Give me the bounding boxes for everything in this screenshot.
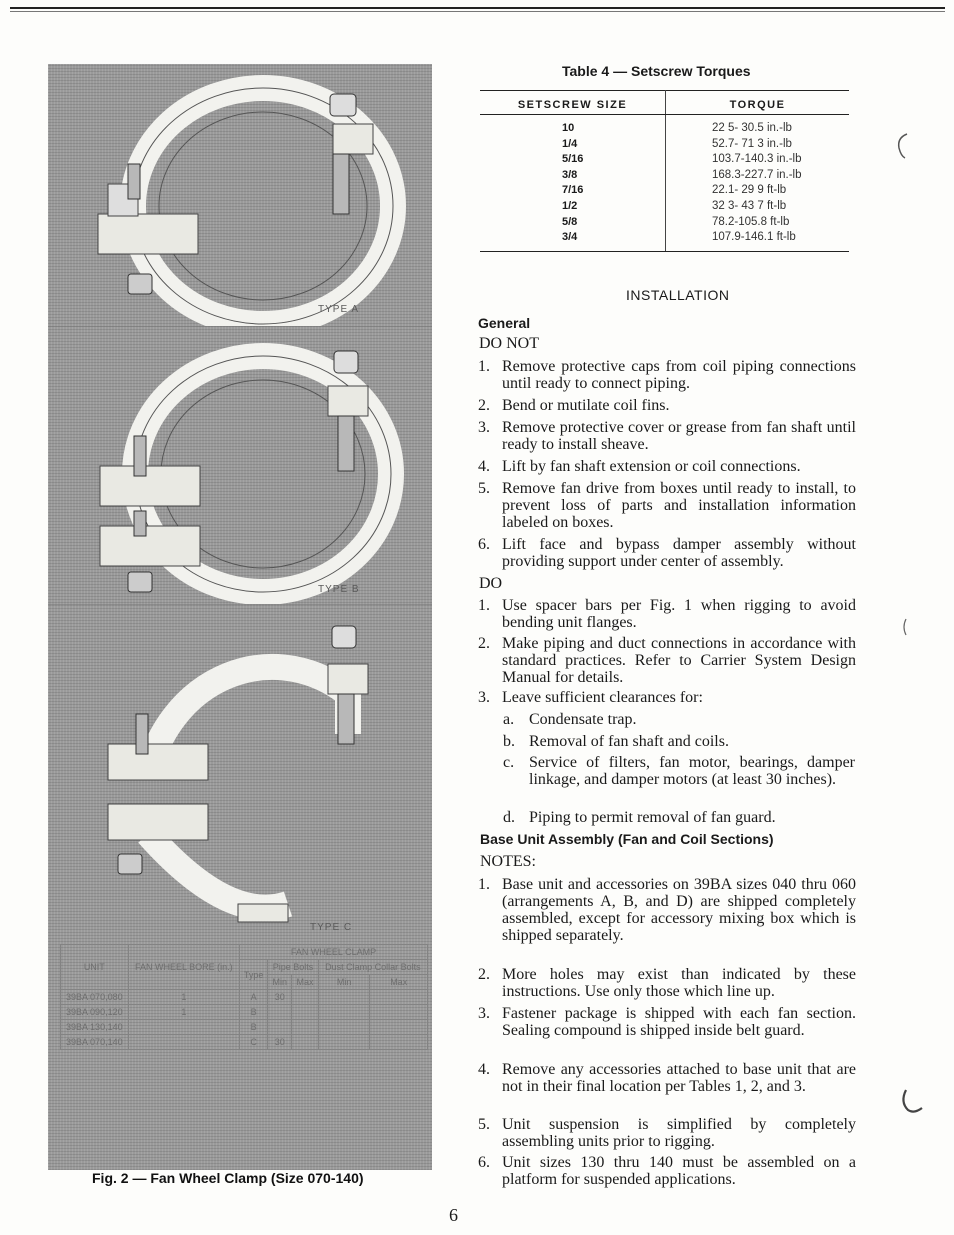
type-c-label: TYPE C: [310, 922, 353, 933]
clearance-item-d: d. Piping to permit removal of fan guard.: [503, 809, 855, 826]
table-row: [480, 183, 849, 199]
torque-cell: 22 5- 30.5 in.-lb: [712, 122, 792, 134]
table-cell: [370, 990, 428, 1005]
table-cell: [370, 1020, 428, 1035]
list-item-text: Remove fan drive from boxes until ready to install, to prevent loss of parts and installation information labeled on boxes.: [502, 480, 856, 531]
list-item-text: More holes may exist than indicated by these instructions. Use only those which line up.: [502, 966, 856, 1000]
table-row: [480, 137, 849, 153]
fan-wheel-clamp-figure: [48, 64, 432, 1170]
table-cell: A: [240, 990, 268, 1005]
do-item-2: 2. Make piping and duct connections in accordance with standard practices. Refer to Carrier System Design Manual for details.: [478, 635, 856, 686]
list-item-text: Condensate trap.: [529, 711, 637, 728]
fig-table-header-pipe: Pipe Bolts: [268, 960, 319, 975]
list-item-text: Use spacer bars per Fig. 1 when rigging to avoid bending unit flanges.: [502, 597, 856, 631]
table-cell: 1: [128, 990, 239, 1005]
table-cell: [128, 1020, 239, 1035]
do-not-item-2: 2. Bend or mutilate coil fins.: [478, 397, 856, 414]
fig-table-subheader: Min: [318, 975, 370, 990]
table-row: [480, 215, 849, 231]
list-item-text: Unit sizes 130 thru 140 must be assembled on a platform for suspended applications.: [502, 1154, 856, 1188]
table-row: [61, 1035, 428, 1050]
torque-cell: 78.2-105.8 ft-lb: [712, 215, 790, 228]
notes-label: NOTES:: [480, 853, 536, 870]
table-cell: [268, 1005, 292, 1020]
list-item-text: Lift face and bypass damper assembly without providing support under center of assembly.: [502, 536, 856, 570]
table-row: [480, 115, 849, 137]
torque-cell: 52.7- 71 3 in.-lb: [712, 137, 792, 150]
list-item-text: Bend or mutilate coil fins.: [502, 397, 670, 414]
clamp-type-b-illustration: [48, 326, 432, 604]
table-row: [480, 152, 849, 168]
binder-mark-icon: [898, 615, 918, 645]
table-cell: 39BA 070,080: [61, 990, 129, 1005]
setscrew-size-cell: 1/2: [480, 199, 666, 215]
table-cell: 39BA 070,140: [61, 1035, 129, 1050]
list-item-text: Make piping and duct connections in accordance with standard practices. Refer to Carrier System Design Manual for details.: [502, 635, 856, 686]
table-row: [61, 1020, 428, 1035]
fig-table-header-unit: UNIT: [61, 945, 129, 990]
list-item-text: Removal of fan shaft and coils.: [529, 733, 729, 750]
torque-cell: 168.3-227.7 in.-lb: [712, 168, 802, 181]
clearance-item-c: c. Service of filters, fan motor, bearings, damper linkage, and damper motors (at least 30 inches).: [503, 754, 855, 788]
top-rule: [10, 7, 945, 9]
table-cell: [268, 1020, 292, 1035]
setscrew-size-cell: 3/8: [480, 168, 666, 184]
torque-cell: 22.1- 29 9 ft-lb: [712, 184, 787, 197]
do-not-item-3: 3. Remove protective cover or grease from fan shaft until ready to install sheave.: [478, 419, 856, 453]
note-item-4: 4. Remove any accessories attached to base unit that are not in their final location per Tables 1, 2, and 3.: [478, 1061, 856, 1095]
setscrew-size-cell: 5/8: [480, 215, 666, 231]
table-cell: B: [240, 1020, 268, 1035]
do-not-item-6: 6. Lift face and bypass damper assembly without providing support under center of assembly.: [478, 536, 856, 570]
do-label: DO: [479, 575, 503, 592]
setscrew-size-cell: 10: [480, 115, 666, 137]
top-rule-thin: [10, 11, 945, 12]
figure-caption: Fig. 2 — Fan Wheel Clamp (Size 070-140): [92, 1170, 364, 1186]
table-row: [480, 199, 849, 215]
setscrew-size-cell: 5/16: [480, 152, 666, 168]
table-cell: [292, 1035, 319, 1050]
binder-mark-icon: [893, 132, 913, 162]
table-row: [61, 990, 428, 1005]
clearance-item-a: a. Condensate trap.: [503, 711, 855, 728]
do-not-label: DO NOT: [479, 335, 539, 352]
table4-title: Table 4 — Setscrew Torques: [562, 63, 751, 79]
note-item-3: 3. Fastener package is shipped with each fan section. Sealing compound is shipped inside belt guard.: [478, 1005, 856, 1039]
setscrew-torque-table: [480, 90, 849, 252]
table-cell: [292, 1005, 319, 1020]
table-row: [480, 230, 849, 251]
list-item-text: Remove protective caps from coil piping connections until ready to connect piping.: [502, 358, 856, 392]
fig-table-header-type: Type: [240, 960, 268, 990]
torque-cell: 107.9-146.1 ft-lb: [666, 230, 850, 251]
table-cell: [370, 1005, 428, 1020]
fig-table-header-bore: FAN WHEEL BORE (in.): [128, 945, 239, 990]
table-cell: C: [240, 1035, 268, 1050]
note-item-2: 2. More holes may exist than indicated by these instructions. Use only those which line up.: [478, 966, 856, 1000]
setscrew-size-cell: 1/4: [480, 137, 666, 153]
table-cell: [292, 1020, 319, 1035]
installation-heading: INSTALLATION: [626, 287, 730, 303]
clearance-item-b: b. Removal of fan shaft and coils.: [503, 733, 855, 750]
torque-cell: 103.7-140.3 in.-lb: [712, 153, 802, 166]
clamp-type-c-illustration: [48, 604, 432, 944]
torque-cell: 32 3- 43 7 ft-lb: [712, 199, 787, 212]
list-item-text: Piping to permit removal of fan guard.: [529, 809, 776, 826]
list-item-text: Leave sufficient clearances for:: [502, 689, 703, 706]
do-not-item-1: 1. Remove protective caps from coil piping connections until ready to connect piping.: [478, 358, 856, 392]
fig-table-subheader: Min: [268, 975, 292, 990]
list-item-text: Service of filters, fan motor, bearings, damper linkage, and damper motors (at least 30 inches).: [529, 754, 855, 788]
table-cell: [370, 1035, 428, 1050]
table-cell: [128, 1035, 239, 1050]
list-item-text: Lift by fan shaft extension or coil connections.: [502, 458, 801, 475]
note-item-5: 5. Unit suspension is simplified by completely assembling units prior to rigging.: [478, 1116, 856, 1150]
table-cell: B: [240, 1005, 268, 1020]
list-item-text: Fastener package is shipped with each fan section. Sealing compound is shipped inside belt guard.: [502, 1005, 856, 1039]
col-header-torque: TORQUE: [666, 91, 850, 115]
table-cell: 1: [128, 1005, 239, 1020]
list-item-text: Remove protective cover or grease from fan shaft until ready to install sheave.: [502, 419, 856, 453]
do-item-3: 3. Leave sufficient clearances for:: [478, 689, 856, 706]
page-number: 6: [449, 1205, 458, 1225]
fig-table-header-clamp: FAN WHEEL CLAMP: [240, 945, 428, 960]
table-cell: 30: [268, 990, 292, 1005]
col-header-setscrew-size: SETSCREW SIZE: [480, 91, 666, 115]
fig-table-subheader: Max: [370, 975, 428, 990]
do-not-item-4: 4. Lift by fan shaft extension or coil connections.: [478, 458, 856, 475]
general-subheading: General: [478, 315, 531, 331]
base-unit-assembly-subheading: Base Unit Assembly (Fan and Coil Sections): [480, 831, 774, 847]
binder-mark-icon: [898, 1088, 928, 1118]
table-cell: 39BA 090,120: [61, 1005, 129, 1020]
table-cell: 30: [268, 1035, 292, 1050]
table-cell: [292, 990, 319, 1005]
table-cell: [318, 1005, 370, 1020]
do-not-item-5: 5. Remove fan drive from boxes until ready to install, to prevent loss of parts and installation information labeled on boxes.: [478, 480, 856, 531]
table-cell: [318, 990, 370, 1005]
table-cell: [318, 1020, 370, 1035]
list-item-text: Remove any accessories attached to base unit that are not in their final location per Tables 1, 2, and 3.: [502, 1061, 856, 1095]
table-cell: 39BA 130,140: [61, 1020, 129, 1035]
note-item-6: 6. Unit sizes 130 thru 140 must be assembled on a platform for suspended applications.: [478, 1154, 856, 1188]
do-item-1: 1. Use spacer bars per Fig. 1 when rigging to avoid bending unit flanges.: [478, 597, 856, 631]
clamp-type-a-illustration: [48, 64, 432, 326]
table-row: [480, 168, 849, 184]
type-b-label: TYPE B: [318, 584, 360, 595]
setscrew-size-cell: 3/4: [480, 230, 666, 251]
list-item-text: Base unit and accessories on 39BA sizes 040 thru 060 (arrangements A, B, and D) are shipped completely assembled, except for accessory mixing box which is shipped separately.: [502, 876, 856, 944]
table-row: [61, 1005, 428, 1020]
setscrew-size-cell: 7/16: [480, 183, 666, 199]
fig-table-subheader: Max: [292, 975, 319, 990]
fig-table-header-dust: Dust Clamp Collar Bolts: [318, 960, 427, 975]
type-a-label: TYPE A: [318, 304, 360, 315]
list-item-text: Unit suspension is simplified by completely assembling units prior to rigging.: [502, 1116, 856, 1150]
table-cell: [318, 1035, 370, 1050]
fan-wheel-clamp-table: [60, 944, 428, 1140]
note-item-1: 1. Base unit and accessories on 39BA sizes 040 thru 060 (arrangements A, B, and D) are shipped completely assembled, except for accessory mixing box which is shipped separately.: [478, 876, 856, 944]
